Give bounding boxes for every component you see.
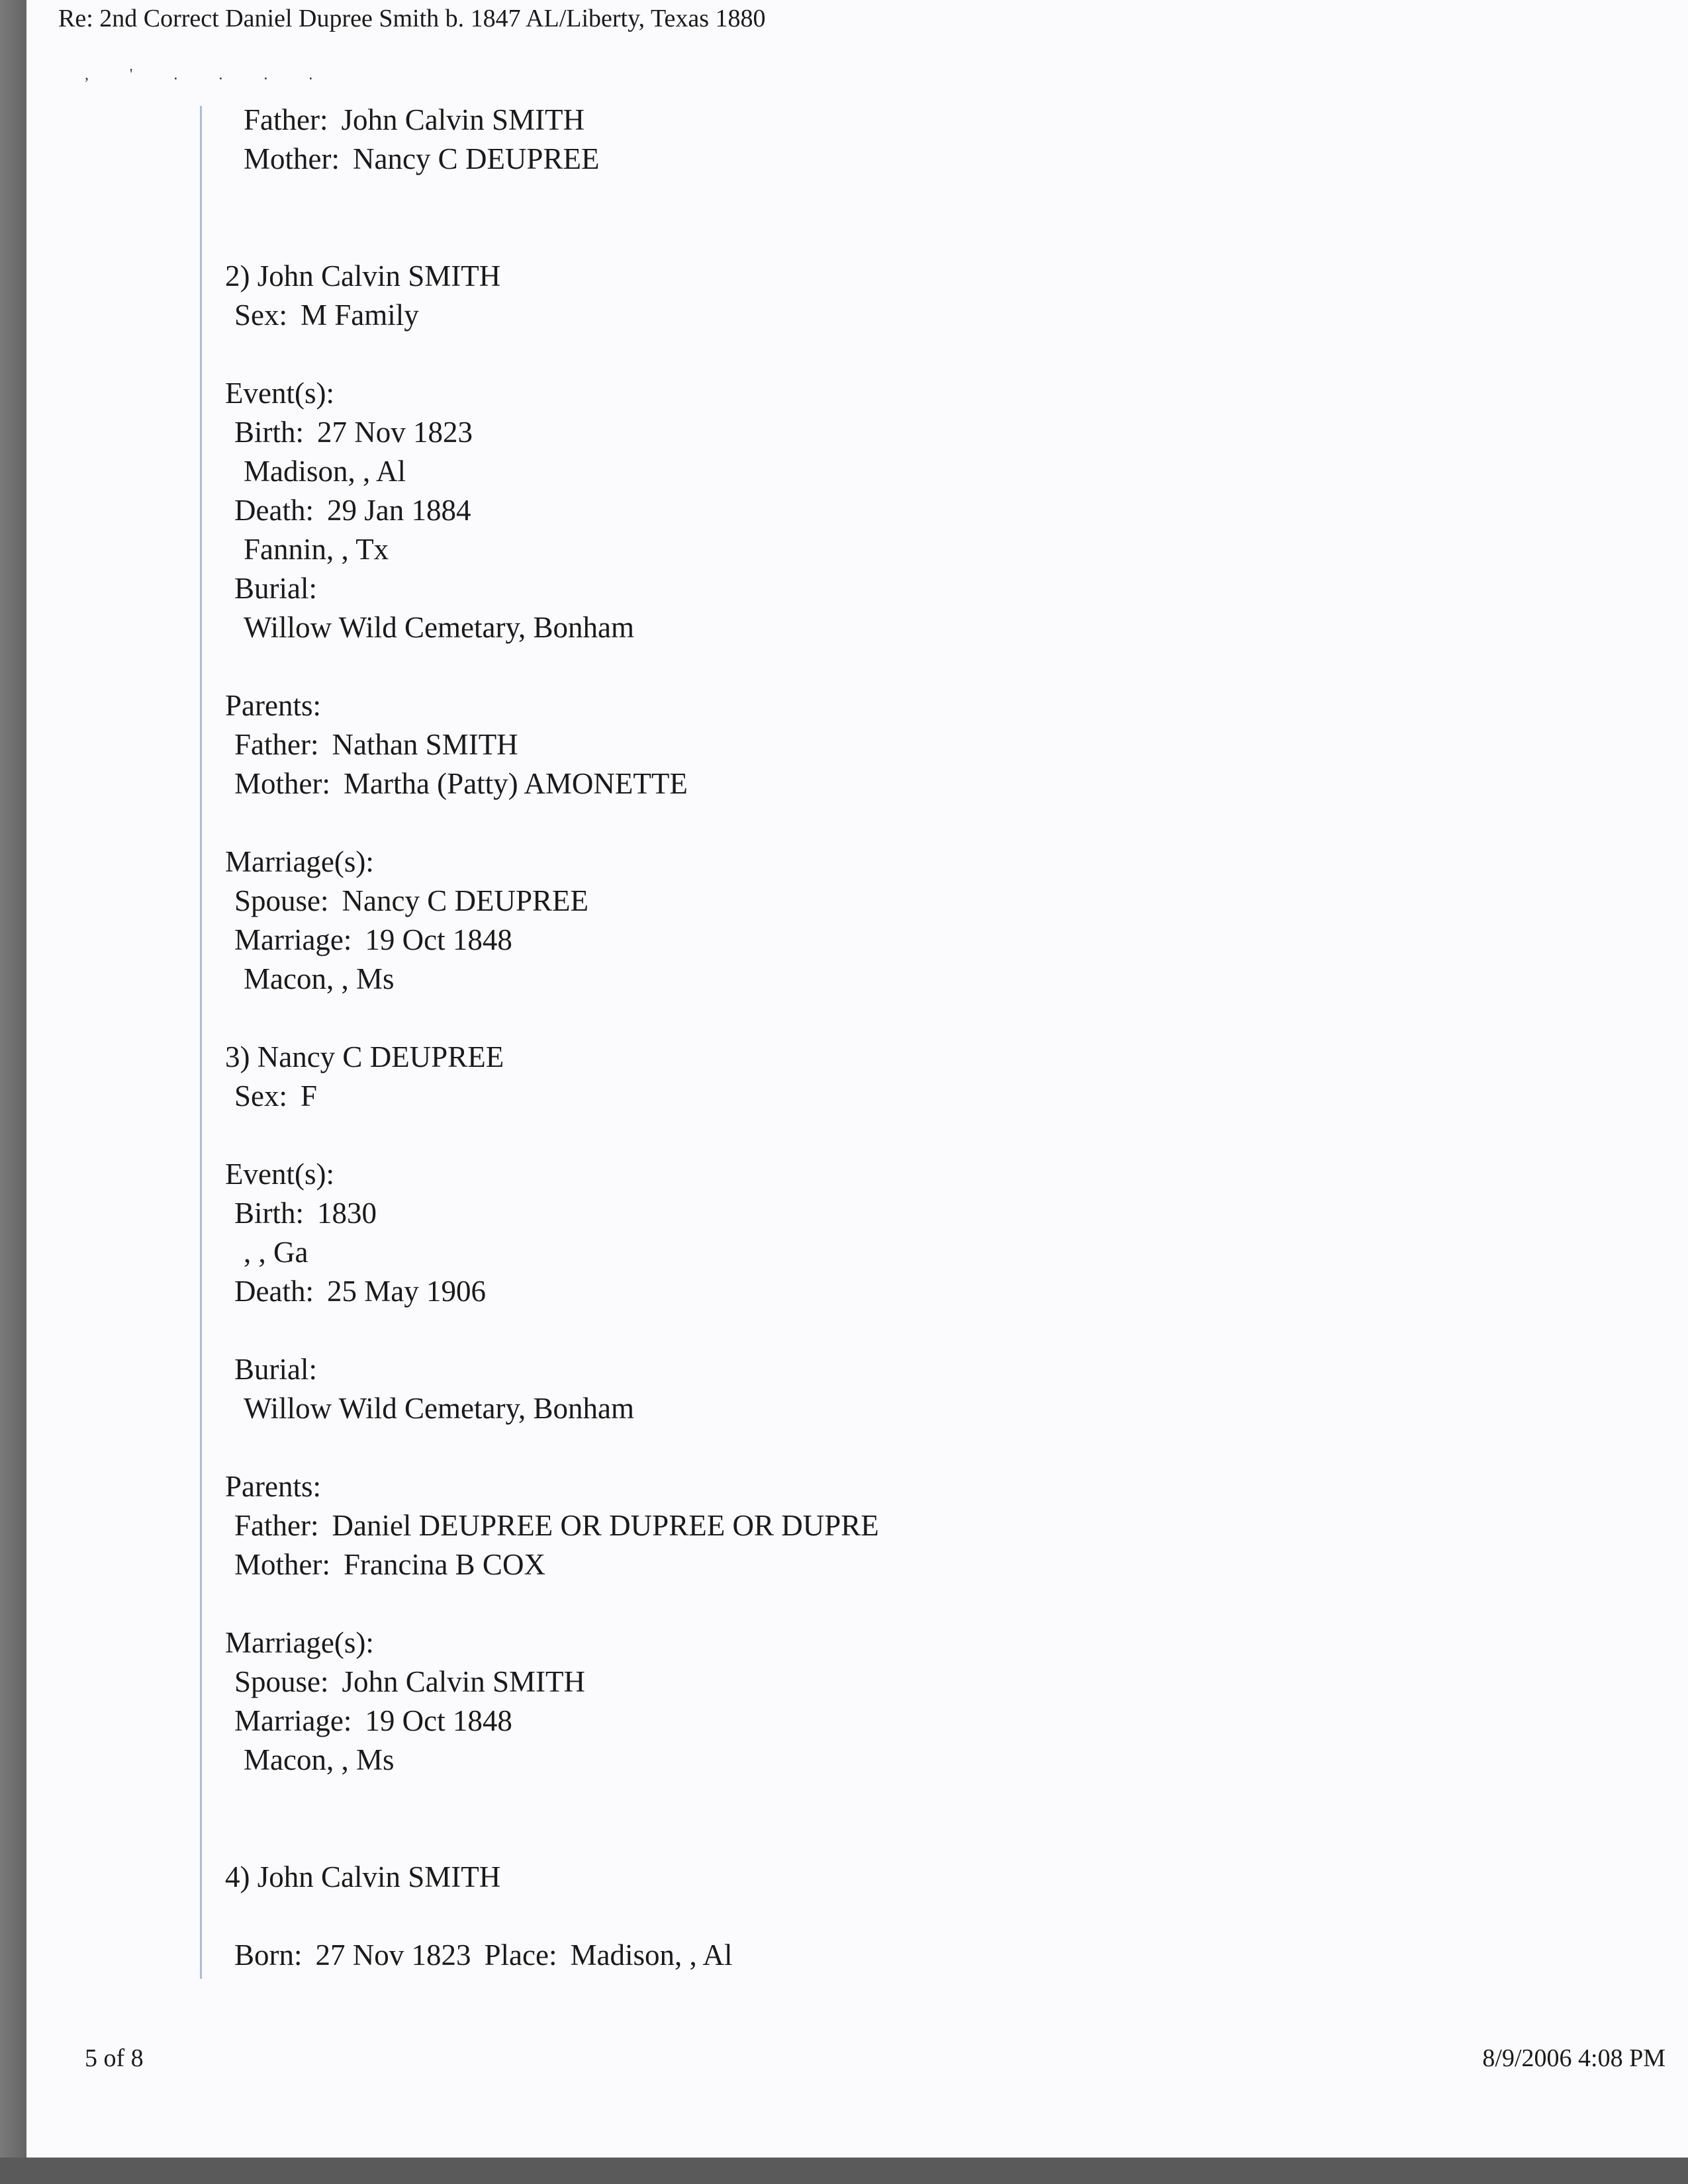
spouse-line: Spouse: Nancy C DEUPREE — [234, 884, 588, 917]
birth-line: Birth: 1830 — [234, 1197, 377, 1230]
father-line: Father: Nathan SMITH — [234, 728, 518, 761]
print-timestamp: 8/9/2006 4:08 PM — [1482, 2044, 1665, 2072]
parents-label: Parents: — [225, 689, 321, 722]
events-label: Event(s): — [225, 1158, 334, 1191]
born-line: Born: 27 Nov 1823 Place: Madison, , Al — [234, 1938, 733, 1972]
mother-name: Nancy C DEUPREE — [352, 142, 600, 175]
marriage-place: Macon, , Ms — [244, 962, 395, 995]
page-number: 5 of 8 — [85, 2044, 144, 2072]
marriages-label: Marriage(s): — [225, 845, 374, 878]
father-name: John Calvin SMITH — [341, 103, 585, 136]
marriages-label: Marriage(s): — [225, 1626, 374, 1659]
birth-place: Madison, , Al — [244, 455, 406, 488]
father-label: Father: — [244, 103, 328, 136]
marriage-line: Marriage: 19 Oct 1848 — [234, 923, 512, 956]
marriage-place: Macon, , Ms — [244, 1743, 395, 1776]
scan-specks: , ' . . . . — [85, 66, 332, 83]
birth-place: , , Ga — [244, 1236, 308, 1269]
death-place: Fannin, , Tx — [244, 533, 389, 566]
genealogy-record — [225, 101, 879, 1975]
father-line: Father: Daniel DEUPREE OR DUPREE OR DUPRE — [234, 1509, 879, 1542]
scan-edge-left — [0, 0, 26, 2184]
mother-line: Mother: Francina B COX — [234, 1548, 545, 1581]
email-subject: Re: 2nd Correct Daniel Dupree Smith b. 1847 AL/Liberty, Texas 1880 — [58, 5, 766, 32]
parents-label: Parents: — [225, 1470, 321, 1503]
person-heading: 3) Nancy C DEUPREE — [225, 1040, 504, 1073]
marriage-line: Marriage: 19 Oct 1848 — [234, 1704, 512, 1737]
events-label: Event(s): — [225, 377, 334, 410]
mother-label: Mother: — [244, 142, 340, 175]
burial-place: Willow Wild Cemetary, Bonham — [244, 1392, 635, 1425]
intro-mother-line — [225, 140, 879, 179]
mother-line: Mother: Martha (Patty) AMONETTE — [234, 767, 688, 800]
death-line: Death: 25 May 1906 — [234, 1275, 486, 1308]
sex-line: Sex: F — [234, 1079, 318, 1113]
burial-place: Willow Wild Cemetary, Bonham — [244, 611, 635, 644]
quote-bar — [200, 106, 202, 1979]
spouse-line: Spouse: John Calvin SMITH — [234, 1665, 586, 1698]
death-line: Death: 29 Jan 1884 — [234, 494, 471, 527]
person-heading: 2) John Calvin SMITH — [225, 259, 501, 293]
burial-label: Burial: — [234, 1353, 317, 1386]
burial-label: Burial: — [234, 572, 317, 605]
intro-father-line — [225, 101, 879, 140]
sex-line: Sex: M Family — [234, 298, 419, 332]
birth-line: Birth: 27 Nov 1823 — [234, 416, 473, 449]
scan-edge-bottom — [0, 2158, 1688, 2184]
person-heading: 4) John Calvin SMITH — [225, 1860, 501, 1893]
